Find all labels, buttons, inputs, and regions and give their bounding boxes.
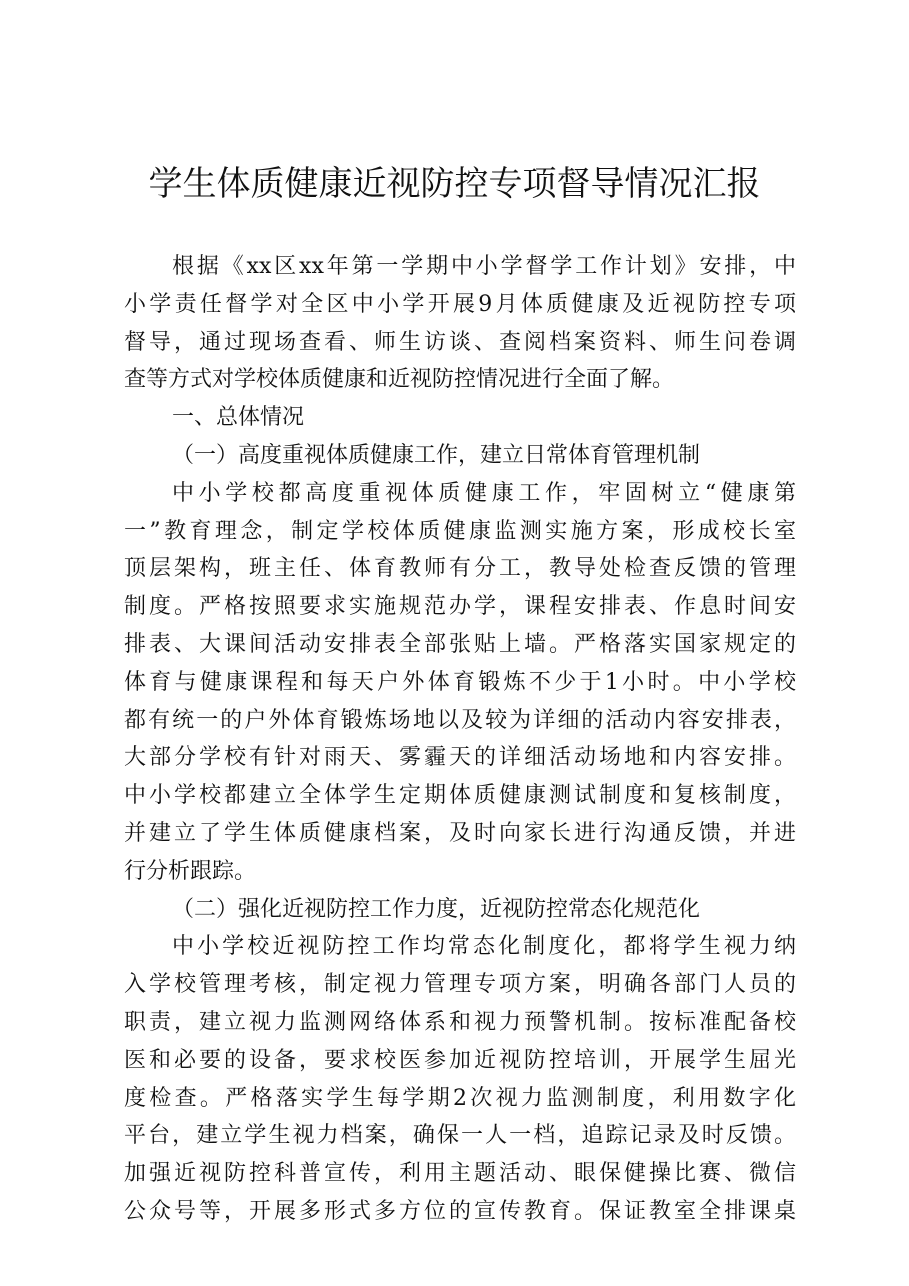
paragraph-line: 查等方式对学校体质健康和近视防控情况进行全面了解。 — [124, 367, 675, 393]
paragraph-line: 小学责任督学对全区中小学开展9月体质健康及近视防控专项 — [124, 291, 796, 317]
paragraph-line: 医和必要的设备，要求校医参加近视防控培训，开展学生屈光 — [124, 1047, 796, 1073]
subsection-heading: （一）高度重视体质健康工作，建立日常体育管理机制 — [172, 442, 701, 468]
paragraph-line: 顶层架构，班主任、体育教师有分工，教导处检查反馈的管理 — [124, 556, 796, 582]
paragraph-line: 制度。严格按照要求实施规范办学，课程安排表、作息时间安 — [124, 594, 796, 620]
paragraph-line: 都有统一的户外体育锻炼场地以及较为详细的活动内容安排表， — [124, 707, 796, 733]
paragraph-line: 加强近视防控科普宣传，利用主题活动、眼保健操比赛、微信 — [124, 1161, 796, 1187]
paragraph-line: 排表、大课间活动安排表全部张贴上墙。严格落实国家规定的 — [124, 631, 796, 657]
paragraph-line: 大部分学校有针对雨天、雾霾天的详细活动场地和内容安排。 — [124, 745, 796, 771]
paragraph-line: 一”教育理念，制定学校体质健康监测实施方案，形成校长室 — [124, 518, 796, 544]
paragraph-line: 中小学校都高度重视体质健康工作，牢固树立“健康第 — [172, 480, 796, 506]
document-body — [124, 248, 796, 1231]
paragraph-line: 并建立了学生体质健康档案，及时向家长进行沟通反馈，并进 — [124, 820, 796, 846]
paragraph-line: 职责，建立视力监测网络体系和视力预警机制。按标准配备校 — [124, 1009, 796, 1035]
paragraph-line: 体育与健康课程和每天户外体育锻炼不少于1小时。中小学校 — [124, 669, 796, 695]
section-heading: 一、总体情况 — [172, 405, 305, 431]
paragraph-line: 根据《xx区xx年第一学期中小学督学工作计划》安排，中 — [172, 254, 796, 279]
subsection-heading: （二）强化近视防控工作力度，近视防控常态化规范化 — [172, 896, 701, 922]
paragraph-line: 督导，通过现场查看、师生访谈、查阅档案资料、师生问卷调 — [124, 329, 796, 355]
paragraph-line: 行分析跟踪。 — [124, 858, 257, 884]
paragraph-line: 中小学校都建立全体学生定期体质健康测试制度和复核制度， — [124, 783, 796, 809]
paragraph-line: 平台，建立学生视力档案，确保一人一档，追踪记录及时反馈。 — [124, 1123, 796, 1149]
paragraph-line: 度检查。严格落实学生每学期2次视力监测制度，利用数字化 — [124, 1085, 796, 1111]
paragraph-line: 公众号等，开展多形式多方位的宣传教育。保证教室全排课桌 — [124, 1198, 796, 1224]
paragraph-line: 中小学校近视防控工作均常态化制度化，都将学生视力纳 — [172, 934, 796, 960]
paragraph-line: 入学校管理考核，制定视力管理专项方案，明确各部门人员的 — [124, 972, 796, 998]
document-title: 学生体质健康近视防控专项督导情况汇报 — [148, 164, 761, 204]
